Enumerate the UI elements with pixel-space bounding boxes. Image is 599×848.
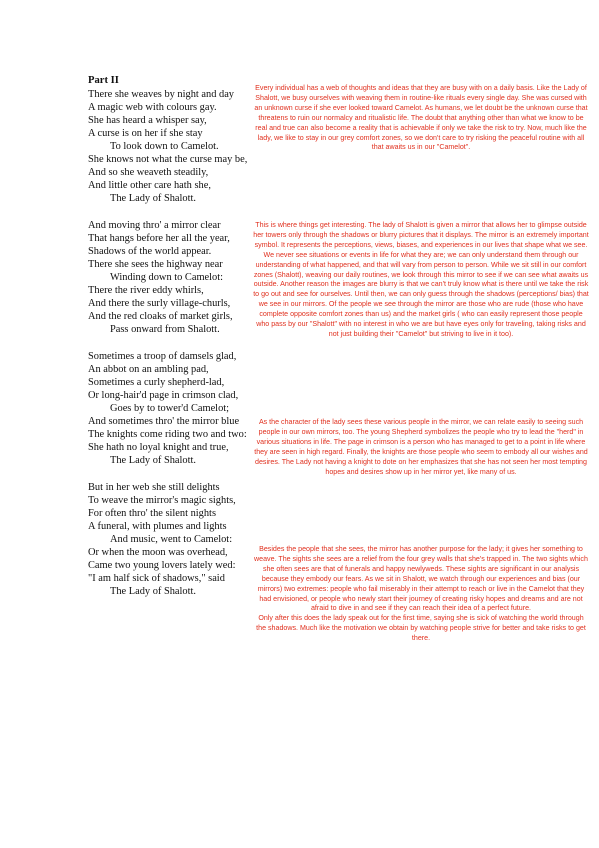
- annotation-paragraph: Every individual has a web of thoughts and ideas that they are busy with on a daily basis. Like the Lady of Shalott, we busy ourselves with weaving them in routine-like rituals every single day. She was cursed with an unknown curse if she ever looked toward Camelot. As humans, we let doubt be the unknown curse that threatens to ruin our normalcy and ritualistic life. The doubt that anything other than what we know to be real and true can also become a reality that is achievable if only we take the risk to try. Now, much like the lady, we like to stay in our grey comfort zones, so we don't care to try risking the peaceful routine with all that awaits us in our "Camelot".: [254, 84, 588, 152]
- poem-line: She knows not what the curse may be,: [88, 154, 248, 165]
- poem-line: There she sees the highway near: [88, 259, 223, 270]
- poem-line: To weave the mirror's magic sights,: [88, 495, 236, 506]
- annotation-web-of-thoughts: [253, 84, 589, 153]
- poem-line: And the red cloaks of market girls,: [88, 311, 233, 322]
- poem-line: That hangs before her all the year,: [88, 233, 230, 244]
- poem-line: But in her web she still delights: [88, 482, 220, 493]
- poem-line: And there the surly village-churls,: [88, 298, 231, 309]
- poem-line: Shadows of the world appear.: [88, 246, 212, 257]
- poem-line: The knights come riding two and two:: [88, 429, 247, 440]
- poem-line: Sometimes a troop of damsels glad,: [88, 351, 237, 362]
- annotation-weaving-sights: [253, 545, 589, 644]
- annotation-paragraph: This is where things get interesting. The lady of Shalott is given a mirror that allows her to glimpse outside her towers only through the shadows or blurry pictures that it displays. The mirror is an extremely important symbol. It represents the perceptions, views, biases, and experiences in our lives that shape what we see. We never see situations or events in life for what they are; we can only understand them through our understanding of what happened, and that will vary from person to person. While we sit still in our comfort zones (Shalott), weaving our daily routines, we look through this mirror to see if we can see what awaits us outside. Another reason the images are blurry is that we can't truly know what is there until we take the risk to go out and see for ourselves. Until then, we can only guess through the shadows (perceptions/ bias) that we see in our mirrors. Of the people we see through the mirror are those who are rude (those who have complete opposite comfort zones than us) and the market girls ( who can easily represent those people who pass by our "Shalott" with no interest in who we are but have eyes only for traveling, taking risks and not just building their "Camelot" but striving to live in it too).: [253, 221, 589, 338]
- poem-line: She has heard a whisper say,: [88, 115, 207, 126]
- poem-line: She hath no loyal knight and true,: [88, 442, 229, 453]
- annotation-paragraph: As the character of the lady sees these various people in the mirror, we can relate easily to seeing such people in our own mirrors, too. The young Shepherd symbolizes the people who try to lead the "herd" in various situations in life. The page in crimson is a person who has managed to get to a point in life where they are seen in high regard. Finally, the knights are those people who seem to embody all our wishes and desires. The Lady not having a knight to dote on her emphasizes that she has not seen her most tempting hopes and desires show up in her mirror yet, like many of us.: [254, 418, 588, 476]
- poem-line: There she weaves by night and day: [88, 89, 234, 100]
- poem-line: And moving thro' a mirror clear: [88, 220, 221, 231]
- poem-line: And so she weaveth steadily,: [88, 167, 209, 178]
- poem-line: Came two young lovers lately wed:: [88, 560, 236, 571]
- poem-line: For often thro' the silent nights: [88, 508, 216, 519]
- poem-line: A curse is on her if she stay: [88, 128, 203, 139]
- annotation-mirror-symbol: [253, 221, 589, 340]
- poem-line: To look down to Camelot.: [110, 141, 219, 152]
- poem-line: There the river eddy whirls,: [88, 285, 204, 296]
- poem-refrain: Pass onward from Shalott.: [110, 324, 220, 335]
- poem-part-title: Part II: [88, 75, 119, 86]
- annotation-paragraph: Only after this does the lady speak out for the first time, saying she is sick of watching the world through the shadows. Much like the motivation we obtain by watching people strive for better and take risks to get there.: [256, 614, 586, 643]
- poem-line: A magic web with colours gay.: [88, 102, 217, 113]
- poem-line: And music, went to Camelot:: [110, 534, 233, 545]
- poem-line: Goes by to tower'd Camelot;: [110, 403, 230, 414]
- poem-line: "I am half sick of shadows," said: [88, 573, 225, 584]
- poem-line: A funeral, with plumes and lights: [88, 521, 227, 532]
- poem-line: An abbot on an ambling pad,: [88, 364, 209, 375]
- poem-line: And sometimes thro' the mirror blue: [88, 416, 240, 427]
- poem-refrain: The Lady of Shalott.: [110, 586, 196, 597]
- poem-line: Or when the moon was overhead,: [88, 547, 228, 558]
- annotation-paragraph: Besides the people that she sees, the mirror has another purpose for the lady; it gives her something to weave. The sights she sees are a relief from the four grey walls that she's trapped in. The two sights which she often sees are that of funerals and happy newlyweds. These sights are significant in our analysis because they embody our fears. As we sit in Shalott, we watch through our experiences and bias (our mirrors) two extremes: people who fail miserably in their attempt to reach or live in the Camelot that they had envisioned, or people who newly start their journey of creating risky hopes and dreams and are not afraid to dive in and see if they can reach their idea of a perfect future.: [254, 545, 588, 613]
- poem-line: Sometimes a curly shepherd-lad,: [88, 377, 225, 388]
- annotation-people-in-mirror: [253, 418, 589, 477]
- poem-line: Or long-hair'd page in crimson clad,: [88, 390, 239, 401]
- poem-refrain: The Lady of Shalott.: [110, 455, 196, 466]
- poem-line: Winding down to Camelot:: [110, 272, 224, 283]
- poem-column: [88, 74, 288, 612]
- poem-refrain: The Lady of Shalott.: [110, 193, 196, 204]
- poem-line: And little other care hath she,: [88, 180, 211, 191]
